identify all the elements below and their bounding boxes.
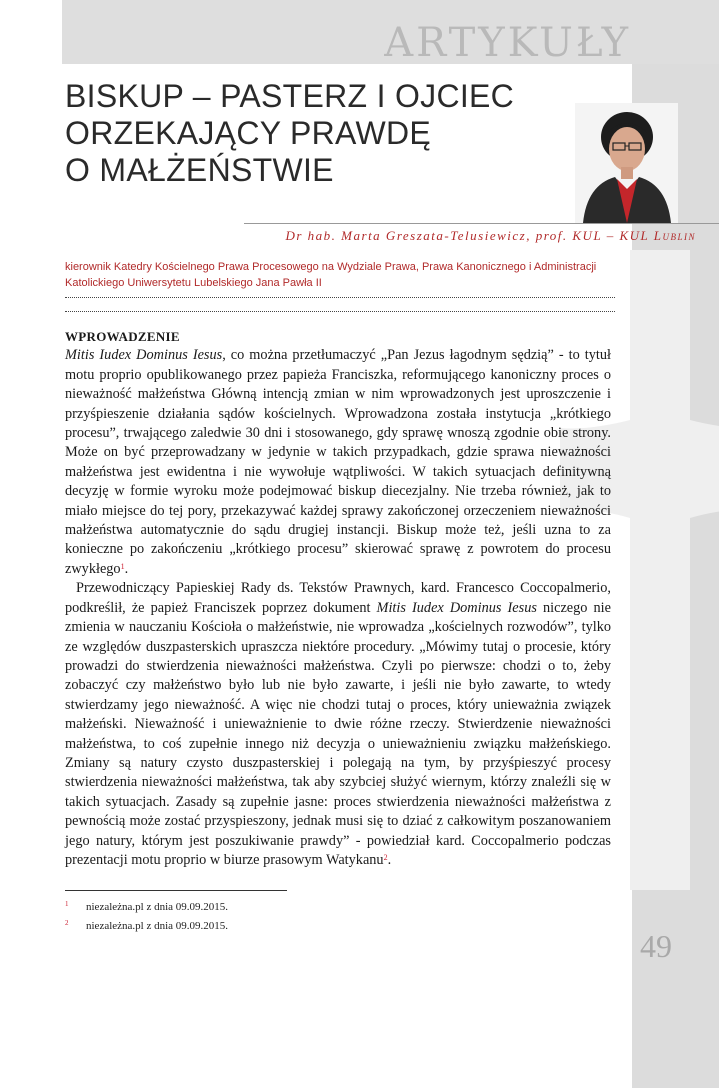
footnote-number: 2 (65, 919, 69, 927)
paragraph-end: . (124, 560, 129, 577)
section-label: ARTYKUŁY (384, 20, 631, 66)
italic-title: Mitis Iudex Dominus Iesus (376, 599, 537, 616)
paragraph (65, 579, 611, 870)
author-dash: – (601, 228, 620, 243)
paragraph-text: Przewodniczący Papieskiej Rady ds. Tekstów Prawnych, kard. Francesco Coccopalmerio, podkreślił, że papież Franciszek poprzez dokument (65, 580, 611, 616)
paragraph-text: , co można przetłumaczyć „Pan Jezus łagodnym sędzią” - to tytuł motu proprio opublikowanego przez papieża Franciszka, reformującego kanoniczny proces o nieważność małżeństwa Główną intencją zmian w nim wprowadzonych jest uproszczenie i przyśpieszenie działania sądów kościelnych. Wprowadzona została instytucja „krótkiego procesu”, trwającego zaledwie 30 dni i stosowanego, gdy sprawę wnoszą zgodnie obie strony. Może on być przeprowadzany w jedynie w takich przypadkach, gdzie sprawa nieważności małżeństwa jest ewidentna i nie wywołuje wątpliwości. W takich sytuacjach definitywną decyzję w formie wyroku może podejmować biskup diecezjalny. Nie trzeba również, jak to miało miejsce do tej pory, przekazywać każdej sprawy zakończonej orzeczeniem nieważności małżeństwa automatycznie do sądu drugiej instancji. Biskup może też, jeśli uzna to za konieczne po zakończeniu „krótkiego procesu” skierować sprawę z powrotem do procesu zwykłego (65, 347, 611, 577)
section-heading: WPROWADZENIE (65, 329, 180, 344)
footnote-ref[interactable]: 2 (383, 852, 388, 862)
author-line (285, 228, 696, 244)
page-number: 49 (640, 928, 672, 964)
paragraph-end: . (387, 851, 392, 868)
footnote (65, 899, 465, 915)
title-line: BISKUP – PASTERZ I OJCIEC (65, 78, 515, 114)
title-line: O MAŁŻEŃSTWIE (65, 152, 334, 188)
paragraph (65, 346, 611, 579)
title-line: ORZEKAJĄCY PRAWDĘ (65, 115, 432, 151)
italic-title: Mitis Iudex Dominus Iesus (65, 347, 223, 364)
article-body (65, 327, 611, 870)
footnote-text: niezależna.pl z dnia 09.09.2015. (86, 920, 229, 932)
author-photo (575, 103, 678, 223)
author-affiliation: kierownik Katedry Kościelnego Prawa Procesowego na Wydziale Prawa, Prawa Kanonicznego i Administracji Katolickiego Uniwersytetu Lubelskiego Jana Pawła II (65, 261, 597, 289)
dotted-divider (65, 297, 615, 298)
author-rule (244, 223, 719, 224)
footnote-ref[interactable]: 1 (120, 561, 125, 571)
dotted-divider (65, 311, 615, 312)
author-name: Dr hab. Marta Greszata-Telusiewicz, prof. KUL (285, 228, 602, 243)
footnote-number: 1 (65, 900, 69, 908)
article-title (65, 78, 585, 189)
footnotes (65, 899, 465, 937)
paragraph-text: niczego nie zmienia w nauczaniu Kościoła o małżeństwie, nie wprowadza „kościelnych rozwodów”, tylko ze względów duszpasterskich upraszcza niektóre procedury. „Mówimy tutaj o procesie, który prowadzi do stwierdzenia nieważności małżeństwa. Czyli po pierwsze: chodzi o to, żeby zobaczyć czy małżeństwo było lub nie było zawarte, i jeśli nie było zawarte, to wtedy stwierdzamy jego nieważność. A więc nie chodzi tutaj o proces, który unieważnia związek małżeński. Nieważność i unieważnienie to dwie różne rzeczy. Stwierdzenie nieważności małżeństwa, to coś zupełnie innego niż decyzja o unieważnieniu związku małżeńskiego. Zmiany są natury czysto duszpasterskiej i polegają na tym, by przyśpieszyć procesy stwierdzenia nieważności małżeństwa, tak aby szybciej służyć wiernym, którzy znaleźli się w takich sytuacjach. Zasady są zupełnie jasne: proces stwierdzenia nieważności małżeństwa z pewnością może zostać przyspieszony, jednak musi się to dziać z całkowitym poszanowaniem jego natury, którym jest poszukiwanie prawdy” - powiedział kard. Coccopalmerio podczas prezentacji motu proprio w biurze prasowym Watykanu (65, 599, 611, 868)
footnote-text: niezależna.pl z dnia 09.09.2015. (86, 901, 229, 913)
footnote (65, 918, 465, 934)
author-institution: KUL Lublin (619, 228, 696, 243)
footnote-rule (65, 890, 287, 891)
